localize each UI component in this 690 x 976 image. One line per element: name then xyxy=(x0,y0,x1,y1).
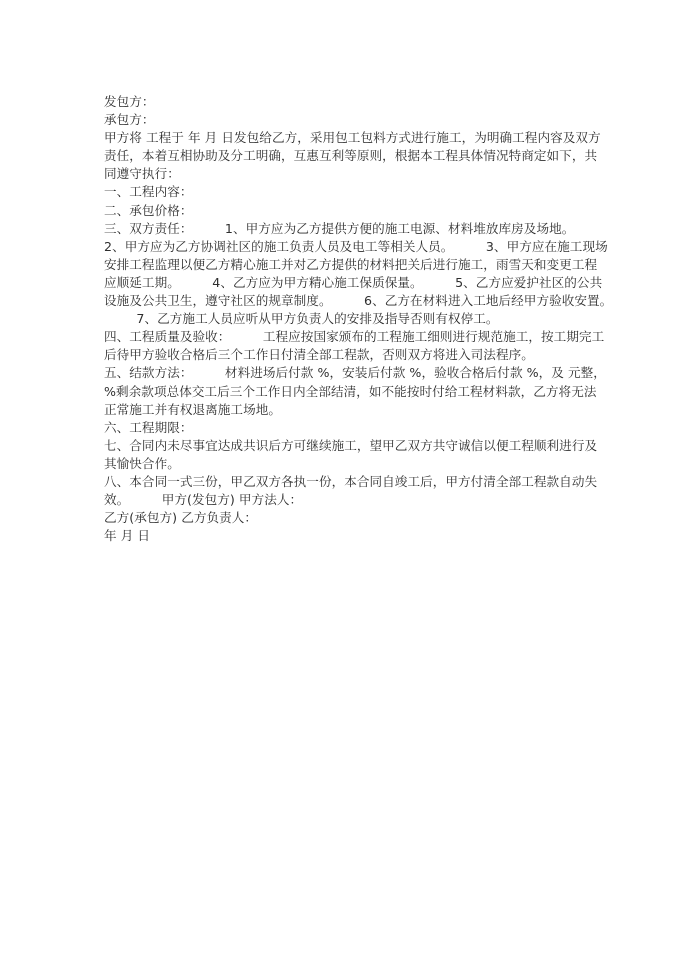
section-project-period: 六、工程期限： xyxy=(104,419,193,435)
section-payment-method-line: %剩余款项总体交工后三个工作日内全部结清，如不能按时付给工程材料款，乙方将无法 xyxy=(104,383,597,399)
section-responsibilities-line: 三、双方责任： 1、甲方应为乙方提供方便的施工电源、材料堆放库房及场地。 xyxy=(104,220,575,236)
section-quality-acceptance-line: 四、工程质量及验收： 工程应按国家颁布的工程施工细则进行规范施工，按工期完工 xyxy=(104,329,605,345)
intro-paragraph-line: 甲方将 工程于 年 月 日发包给乙方，采用包工包料方式进行施工，为明确工程内容及双方 xyxy=(104,130,601,146)
contractor-receiver-line: 承包方： xyxy=(104,112,155,128)
section-project-content: 一、工程内容： xyxy=(104,184,193,200)
section-payment-method-line: 正常施工并有权退离施工场地。 xyxy=(104,401,282,417)
section-other-matters-line: 其愉快合作。 xyxy=(104,455,180,471)
section-quality-acceptance-line: 后待甲方验收合格后三个工作日付清全部工程款，否则双方将进入司法程序。 xyxy=(104,347,534,363)
signature-party-a-line: 效。 甲方(发包方) 甲方法人： xyxy=(104,492,303,508)
section-responsibilities-line: 安排工程监理以便乙方精心施工并对乙方提供的材料把关后进行施工，雨雪天和变更工程 xyxy=(104,256,598,272)
section-responsibilities-line: 7、乙方施工人员应听从甲方负责人的安排及指导否则有权停工。 xyxy=(104,311,499,327)
section-responsibilities-line: 应顺延工期。 4、乙方应为甲方精心施工保质保量。 5、乙方应爱护社区的公共 xyxy=(104,274,603,290)
section-payment-method-line: 五、结款方法： 材料进场后付款 %，安装后付款 %，验收合格后付款 %，及 元整， xyxy=(104,365,606,381)
signature-date-line: 年 月 日 xyxy=(104,528,151,544)
section-copies-effect-line: 八、本合同一式三份，甲乙双方各执一份，本合同自竣工后，甲方付清全部工程款自动失 xyxy=(104,473,598,489)
section-other-matters-line: 七、合同内未尽事宜达成共识后方可继续施工，望甲乙双方共守诚信以便工程顺利进行及 xyxy=(104,437,598,453)
contract-document xyxy=(104,93,613,545)
signature-party-b-line: 乙方(承包方) 乙方负责人： xyxy=(104,510,258,526)
intro-paragraph-line: 同遵守执行： xyxy=(104,166,180,182)
section-responsibilities-line: 设施及公共卫生，遵守社区的规章制度。 6、乙方在材料进入工地后经甲方验收安置。 xyxy=(104,293,613,309)
section-responsibilities-line: 2、甲方应为乙方协调社区的施工负责人员及电工等相关人员。 3、甲方应在施工现场 xyxy=(104,238,608,254)
contractor-issuer-line: 发包方： xyxy=(104,94,155,109)
intro-paragraph-line: 责任，本着互相协助及分工明确，互惠互利等原则，根据本工程具体情况特商定如下，共 xyxy=(104,148,598,164)
section-contract-price: 二、承包价格： xyxy=(104,202,193,218)
